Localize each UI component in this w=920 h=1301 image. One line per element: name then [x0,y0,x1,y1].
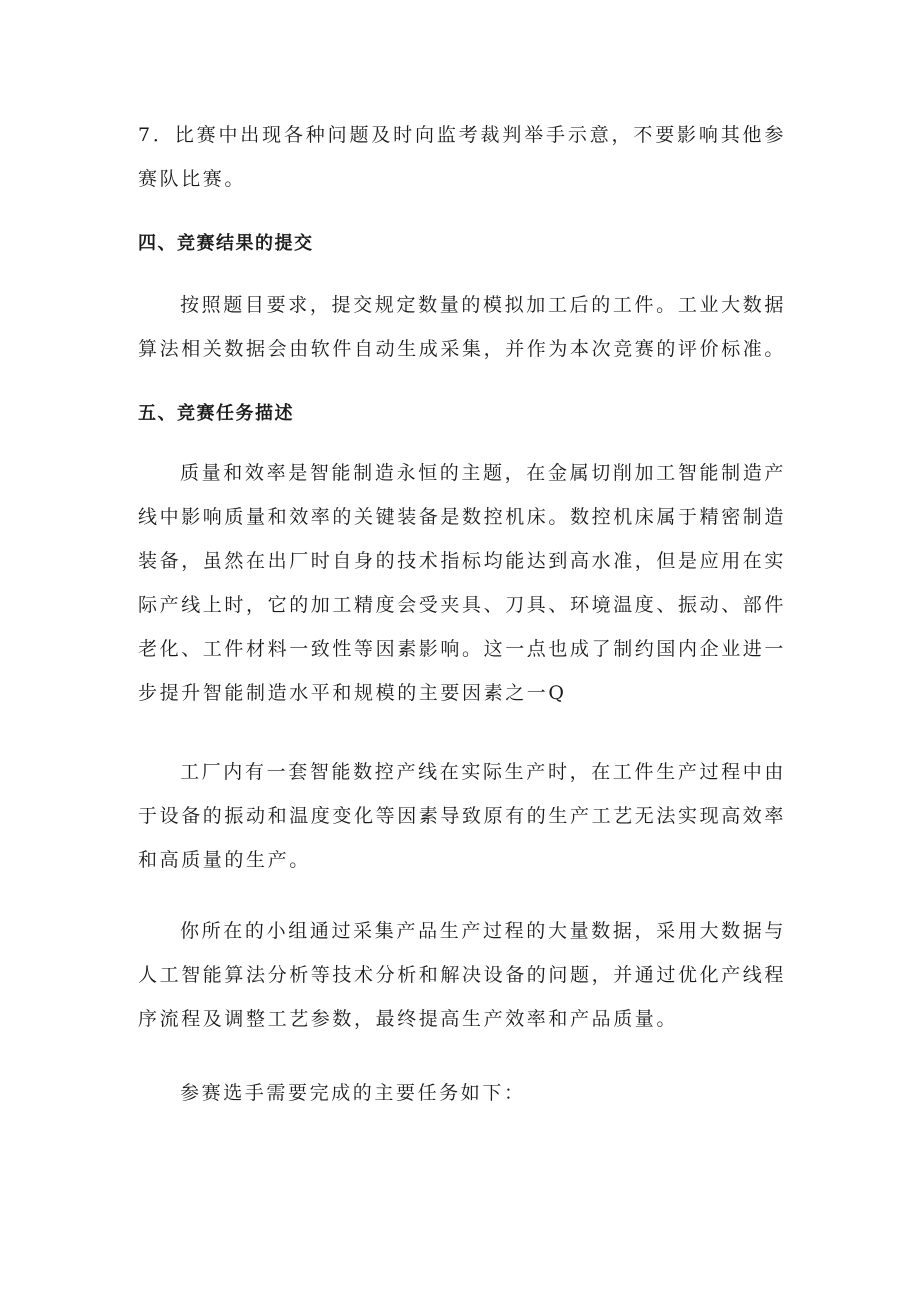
rule-item-7: 7．比赛中出现各种问题及时向监考裁判举手示意，不要影响其他参赛队比赛。 [138,124,786,190]
section-5-paragraph-1: 质量和效率是智能制造永恒的主题，在金属切削加工智能制造产线中影响质量和效率的关键装备是数控机床。数控机床属于精密制造装备，虽然在出厂时自身的技术指标均能达到高水准，但是应用在实际产线上时，它的加工精度会受夹具、刀具、环境温度、振动、部件老化、工件材料一致性等因素影响。这一点也成了制约国内企业进一步提升智能制造水平和规模的主要因素之一Q [138,462,787,704]
section-5-paragraph-4: 参赛选手需要完成的主要任务如下： [180,1082,526,1104]
section-4-paragraph: 按照题目要求，提交规定数量的模拟加工后的工件。工业大数据算法相关数据会由软件自动生成采集，并作为本次竞赛的评价标准。 [138,294,787,360]
section-5-paragraph-3: 你所在的小组通过采集产品生产过程的大量数据，采用大数据与人工智能算法分析等技术分析和解决设备的问题，并通过优化产线程序流程及调整工艺参数，最终提高生产效率和产品质量。 [138,920,787,1030]
section-5-paragraph-2: 工厂内有一套智能数控产线在实际生产时，在工件生产过程中由于设备的振动和温度变化等因素导致原有的生产工艺无法实现高效率和高质量的生产。 [138,761,787,871]
section-heading-5: 五、竞赛任务描述 [138,403,294,424]
section-heading-4: 四、竞赛结果的提交 [138,233,314,254]
